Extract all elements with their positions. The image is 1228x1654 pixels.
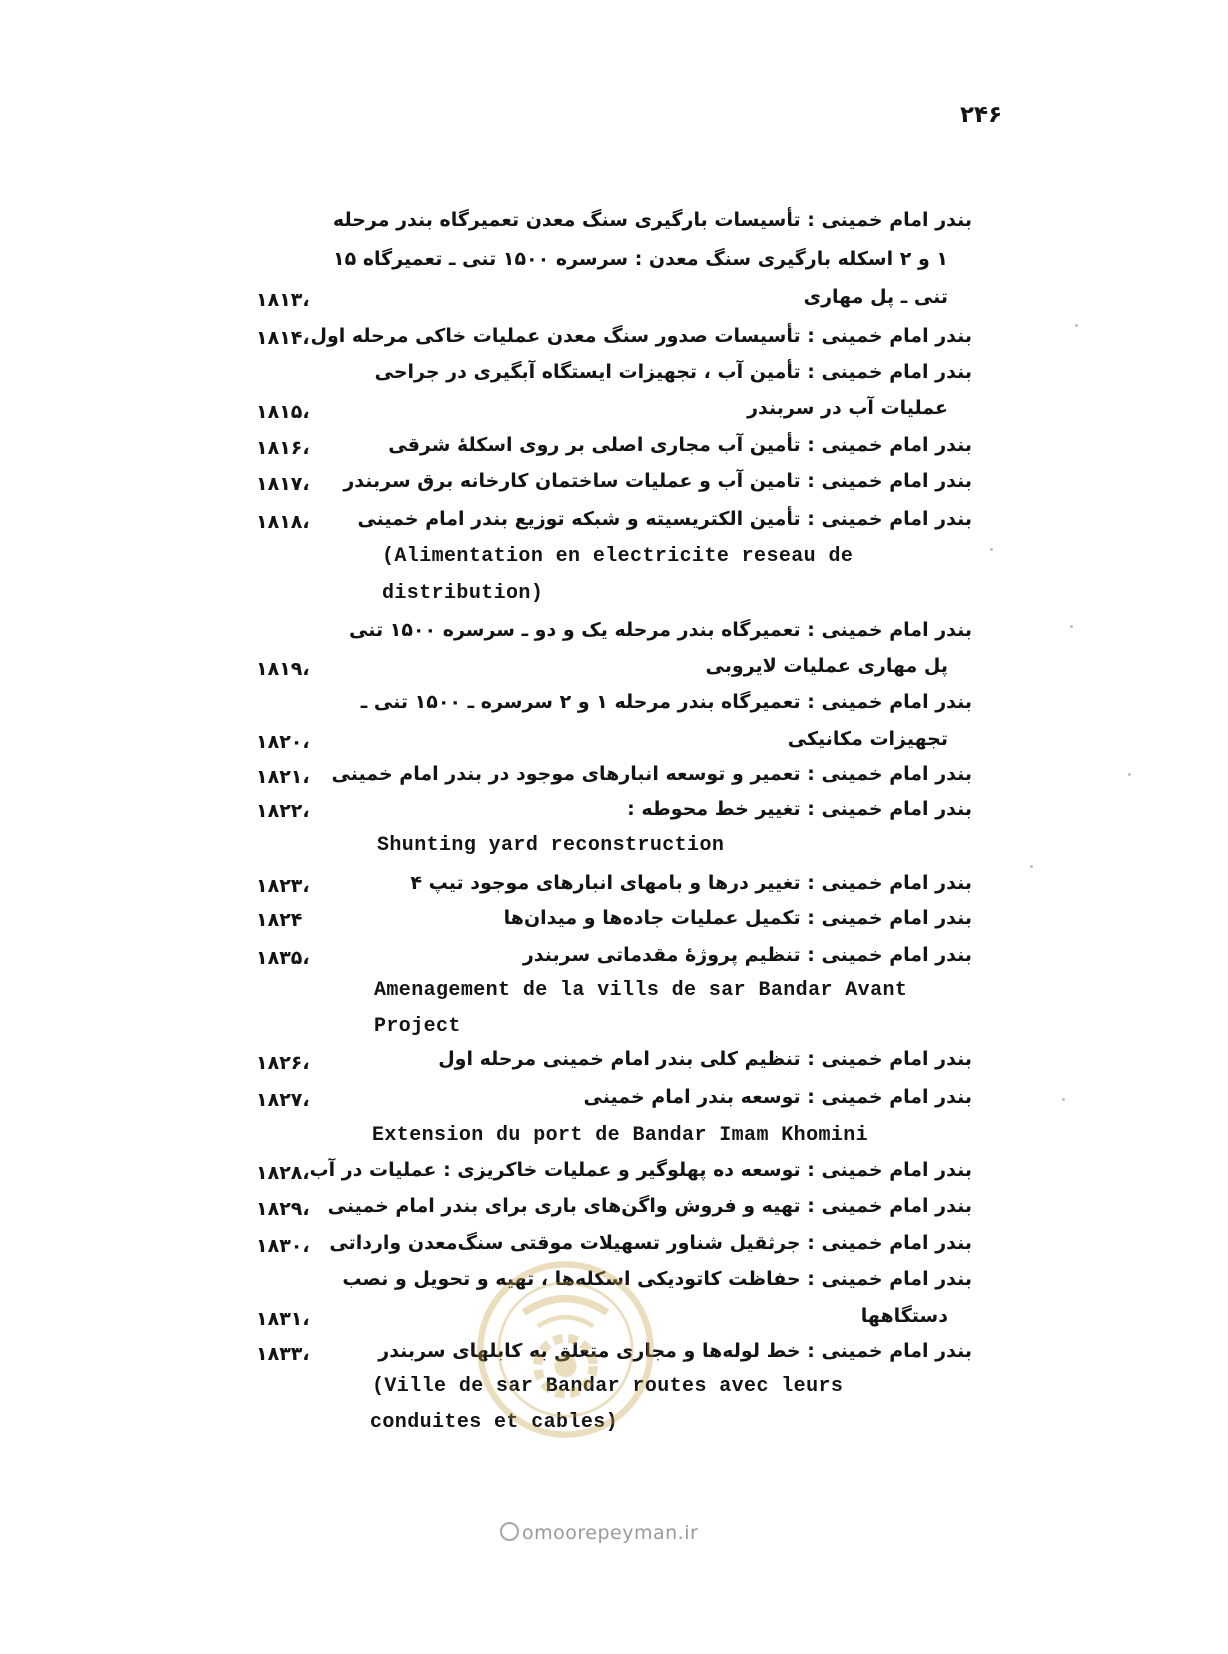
entry-number: ۱۸۲۳، (256, 875, 310, 897)
entry-number: ۱۸۲۷، (256, 1089, 310, 1111)
entry-number: ۱۸۱۷، (256, 473, 310, 495)
scan-speck (1062, 1098, 1065, 1101)
entry-line: بندر امام خمینی : تکمیل عملیات جاده‌ها و میدان‌ها (503, 907, 972, 929)
entry-number: ۱۸۱۶، (256, 437, 310, 459)
entry-line: بندر امام خمینی : توسعه بندر امام خمینی (583, 1086, 972, 1108)
latin-title: Amenagement de la vills de sar Bandar Avant (374, 979, 908, 1002)
entry-line: بندر امام خمینی : تعمیر و توسعه انبارهای موجود در بندر امام خمینی (331, 763, 972, 785)
entry-line: بندر امام خمینی : تنظیم کلی بندر امام خمینی مرحله اول (438, 1048, 972, 1070)
latin-title: distribution) (382, 582, 544, 605)
latin-title: Shunting yard reconstruction (377, 834, 725, 857)
entry-line: بندر امام خمینی : تهیه و فروش واگن‌های باری برای بندر امام خمینی (327, 1195, 972, 1217)
latin-title: Project (374, 1015, 461, 1038)
entry-number: ۱۸۳۳، (256, 1343, 310, 1365)
latin-title: conduites et cables) (370, 1411, 619, 1434)
entry-line: تجهیزات مکانیکی (787, 728, 948, 750)
entry-line: بندر امام خمینی : حفاظت کاتودیکی اسکله‌ها ، تهیه و تحویل و نصب (342, 1268, 972, 1290)
entry-line: بندر امام خمینی : تغییر خط محوطه : (627, 798, 972, 820)
scan-speck (1075, 324, 1078, 327)
entry-line: بندر امام خمینی : توسعه ده پهلوگیر و عملیات خاکریزی : عملیات در آب (309, 1159, 972, 1181)
entry-line: بندر امام خمینی : خط لوله‌ها و مجاری متعلق به کابلهای سربندر (378, 1340, 972, 1362)
entry-number: ۱۸۳۰، (256, 1235, 310, 1257)
entry-number: ۱۸۳۵، (256, 947, 310, 969)
entry-number: ۱۸۱۴، (256, 327, 310, 349)
entry-line: بندر امام خمینی : تعمیرگاه بندر مرحله یک و دو ـ سرسره ۱۵۰۰ تنی (348, 619, 972, 641)
scan-speck (1030, 865, 1033, 868)
entry-number: ۱۸۱۹، (256, 658, 310, 680)
watermark-site: omoorepeyman.ir (500, 1522, 720, 1544)
entry-line: پل مهاری عملیات لایروبی (705, 655, 948, 677)
entry-number: ۱۸۲۱، (256, 766, 310, 788)
entry-line: بندر امام خمینی : تغییر درها و بامهای انبارهای موجود تیپ ۴ (410, 872, 972, 894)
entry-number: ۱۸۱۳، (256, 289, 310, 311)
entry-number: ۱۸۲۴ (256, 909, 303, 931)
latin-title: (Alimentation en electricite reseau de (382, 545, 854, 568)
entry-line: بندر امام خمینی : تنظیم پروژهٔ مقدماتی سربندر (522, 944, 972, 966)
entry-line: بندر امام خمینی : تأمین الکتریسیته و شبکه توزیع بندر امام خمینی (357, 508, 972, 530)
at-icon (500, 1522, 519, 1541)
entry-line: بندر امام خمینی : تامین آب و عملیات ساختمان کارخانه برق سربندر (343, 470, 972, 492)
entry-number: ۱۸۲۶، (256, 1052, 310, 1074)
entry-line: عملیات آب در سربندر (747, 397, 948, 419)
entry-line: دستگاهها (860, 1305, 948, 1327)
entry-number: ۱۸۲۲، (256, 800, 310, 822)
entry-line: بندر امام خمینی : تأمین آب مجاری اصلی بر روی اسکلهٔ شرقی (388, 434, 972, 456)
entry-number: ۱۸۳۱، (256, 1308, 310, 1330)
entry-number: ۱۸۲۰، (256, 731, 310, 753)
scan-speck (1070, 625, 1073, 628)
entry-number: ۱۸۲۸، (256, 1162, 310, 1184)
entry-line: بندر امام خمینی : تأسیسات صدور سنگ معدن عملیات خاکی مرحله اول (310, 325, 972, 347)
entry-number: ۱۸۲۹، (256, 1198, 310, 1220)
entry-number: ۱۸۱۵، (256, 401, 310, 423)
watermark-logo (473, 1257, 658, 1442)
entry-line: بندر امام خمینی : تعمیرگاه بندر مرحله ۱ و ۲ سرسره ـ ۱۵۰۰ تنی ـ (360, 691, 972, 713)
entry-line: تنی ـ پل مهاری (803, 286, 948, 308)
latin-title: Extension du port de Bandar Imam Khomini (372, 1124, 869, 1147)
entry-line: بندر امام خمینی : تأسیسات بارگیری سنگ معدن تعمیرگاه بندر مرحله (332, 209, 972, 231)
scan-speck (1128, 773, 1131, 776)
entry-line: ۱ و ۲ اسکله بارگیری سنگ معدن : سرسره ۱۵۰۰ تنی ـ تعمیرگاه ۱۵ (333, 248, 948, 270)
latin-title: (Ville de sar Bandar routes avec leurs (372, 1375, 844, 1398)
entry-line: بندر امام خمینی : تأمین آب ، تجهیزات ایستگاه آبگیری در جراحی (374, 361, 972, 383)
entry-line: بندر امام خمینی : جرثقیل شناور تسهیلات موقتی سنگ‌معدن وارداتی (329, 1232, 972, 1254)
page-number: ۲۴۶ (960, 102, 1003, 128)
scan-speck (990, 548, 993, 551)
entry-number: ۱۸۱۸، (256, 511, 310, 533)
